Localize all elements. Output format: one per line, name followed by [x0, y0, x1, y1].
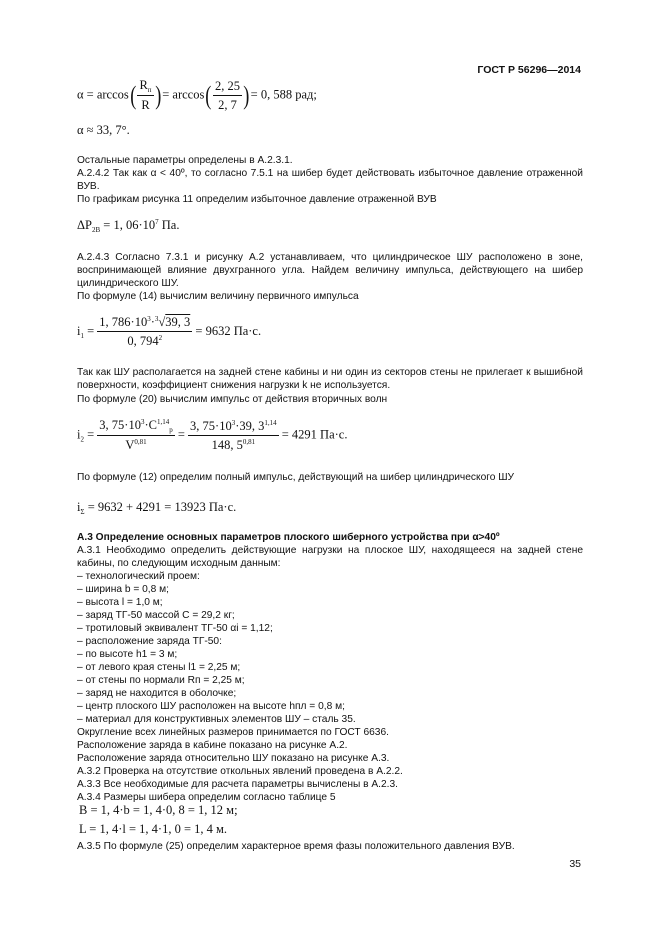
formula-i2: $i_2$ = $\frac{3, 75\cdot 10^3\cdot C^{1,14}_р}{V^{0,81}}$ = $\frac{3, 75\cdot 10^3\cdot 39, 3^{1,14}}{148, 5^{0,81}}$ = 4291 Па·с.: [77, 418, 348, 452]
paragraph: А.2.4.2 Так как α < 40º, то согласно 7.5.1 на шибер будет действовать избыточное давление отраженной ВУВ.: [77, 168, 583, 192]
page-number: 35: [569, 858, 581, 870]
list-item: – заряд не находится в оболочке;: [77, 688, 237, 699]
formula-text: α = arccos: [77, 87, 129, 102]
list-item: – от левого края стены l1 = 2,25 м;: [77, 662, 241, 673]
paragraph: Округление всех линейных размеров принимается по ГОСТ 6636.: [77, 727, 389, 738]
formula-text: 148, 5: [211, 437, 243, 452]
formula-text: 2В: [92, 226, 101, 234]
formula-text: 39, 3: [165, 315, 191, 329]
formula-text: ·39, 3: [235, 418, 265, 433]
paragraph: А.3.3 Все необходимые для расчета параметры вычислены в А.2.3.: [77, 779, 398, 790]
formula-text: 1, 786·10: [99, 315, 148, 329]
formula-B: B = 1, 4·b = 1, 4·0, 8 = 1, 12 м;: [79, 803, 238, 817]
formula-alpha: α = arccos( $\frac{R_п}{R}$ )= arccos( $\frac{2, 25}{2, 7}$ )= 0, 588 рад;: [77, 78, 317, 112]
formula-text: = 4291 Па·с.: [278, 427, 348, 442]
formula-text: =: [83, 323, 98, 338]
formula-isum: [77, 500, 236, 516]
formula-text: 2, 25: [213, 79, 242, 96]
formula-text: i: [77, 323, 81, 338]
formula-text: 1: [80, 331, 84, 340]
formula-text: 3: [154, 315, 159, 323]
section-heading: А.3 Определение основных параметров плоского шиберного устройства при α>40º: [77, 532, 500, 543]
list-item: – от стены по нормали Rп = 2,25 м;: [77, 675, 245, 686]
paragraph: А.2.4.3 Согласно 7.3.1 и рисунку А.2 устанавливаем, что цилиндрическое ШУ расположено в зоне, воспринимающей влияние двухгранного угла. Найдем величину импульса, действующего на шибер цилиндрического ШУ.: [77, 252, 583, 289]
formula-text: р: [169, 426, 173, 434]
formula-text: = 0, 588 рад;: [250, 87, 317, 102]
paragraph: По графикам рисунка 11 определим избыточное давление отраженной ВУВ: [77, 194, 437, 205]
list-item: – заряд ТГ-50 массой C = 29,2 кг;: [77, 610, 235, 621]
formula-text: 0, 794: [127, 334, 159, 348]
formula-L: L = 1, 4·l = 1, 4·1, 0 = 1, 4 м.: [79, 822, 228, 836]
formula-text: Па.: [158, 218, 180, 232]
paragraph: Расположение заряда относительно ШУ показано на рисунке А.3.: [77, 753, 390, 764]
list-item: – материал для конструктивных элементов ШУ – сталь 35.: [77, 714, 356, 725]
formula-text: 2: [80, 435, 84, 444]
paragraph: По формуле (12) определим полный импульс, действующий на шибер цилиндрического ШУ: [77, 472, 515, 483]
formula-text: ΔP: [77, 218, 92, 232]
formula-text: 0,81: [242, 437, 256, 446]
formula-text: = 9632 Па·с.: [192, 323, 262, 338]
paragraph: А.3.1 Необходимо определить действующие нагрузки на плоское ШУ, находящееся на задней стене кабины, по следующим исходным данным:: [77, 545, 583, 569]
paragraph: А.3.4 Размеры шибера определим согласно таблице 5: [77, 792, 336, 803]
formula-text: 3, 75·10: [190, 418, 232, 433]
formula-text: 3, 75·10: [99, 418, 141, 432]
formula-text: Σ: [80, 508, 85, 516]
formula-text: 0,81: [134, 438, 147, 446]
formula-text: ·C: [144, 418, 157, 432]
formula-text: п: [147, 86, 152, 94]
formula-text: 3: [147, 315, 151, 323]
list-item: – высота l = 1,0 м;: [77, 597, 163, 608]
formula-delta-p: [77, 218, 179, 234]
formula-i1: $i_1$ = $\frac{1, 786\cdot 10^3\cdot^3√39, 3}{0, 794^2}$ = 9632 Па·с.: [77, 315, 262, 348]
formula-text: 2: [158, 334, 163, 342]
paragraph: Остальные параметры определены в А.2.3.1.: [77, 155, 293, 166]
paragraph: По формуле (20) вычислим импульс от действия вторичных волн: [77, 394, 388, 405]
list-item: – ширина b = 0,8 м;: [77, 584, 169, 595]
paragraph: Расположение заряда в кабине показано на рисунке А.2.: [77, 740, 348, 751]
formula-text: 3: [231, 418, 236, 427]
paragraph: Так как ШУ располагается на задней стене кабины и ни один из секторов стены не прилегает к вышибной поверхности, коэффициент снижения нагрузки k не используется.: [77, 367, 583, 391]
formula-text: R: [141, 98, 150, 112]
list-item: – технологический проем:: [77, 571, 200, 582]
formula-text: i: [77, 500, 81, 514]
formula-text: = 9632 + 4291 = 13923 Па·с.: [84, 500, 237, 514]
formula-text: 2, 7: [218, 97, 237, 112]
formula-text: = 1, 06·10: [100, 218, 156, 232]
page-header: ГОСТ Р 56296—2014: [477, 64, 581, 76]
list-item: – тротиловый эквивалент ТГ-50 αi = 1,12;: [77, 623, 273, 634]
formula-text: 1,14: [264, 418, 277, 427]
formula-text: 7: [155, 218, 159, 226]
formula-text: 3: [140, 418, 145, 426]
paragraph: По формуле (14) вычислим величину первичного импульса: [77, 291, 359, 302]
formula-text: R: [139, 78, 148, 92]
formula-text: i: [77, 427, 81, 442]
formula-alpha-approx: α ≈ 33, 7°.: [77, 123, 130, 137]
formula-text: = arccos: [162, 87, 205, 102]
formula-text: 1,14: [156, 418, 170, 426]
paragraph: А.3.5 По формуле (25) определим характерное время фазы положительного давления ВУВ.: [77, 841, 515, 852]
paragraph: А.3.2 Проверка на отсутствие откольных явлений проведена в А.2.2.: [77, 766, 403, 777]
list-item: – центр плоского ШУ расположен на высоте hпл = 0,8 м;: [77, 701, 345, 712]
list-item: – расположение заряда ТГ-50:: [77, 636, 222, 647]
list-item: – по высоте h1 = 3 м;: [77, 649, 178, 660]
formula-text: V: [125, 438, 135, 452]
